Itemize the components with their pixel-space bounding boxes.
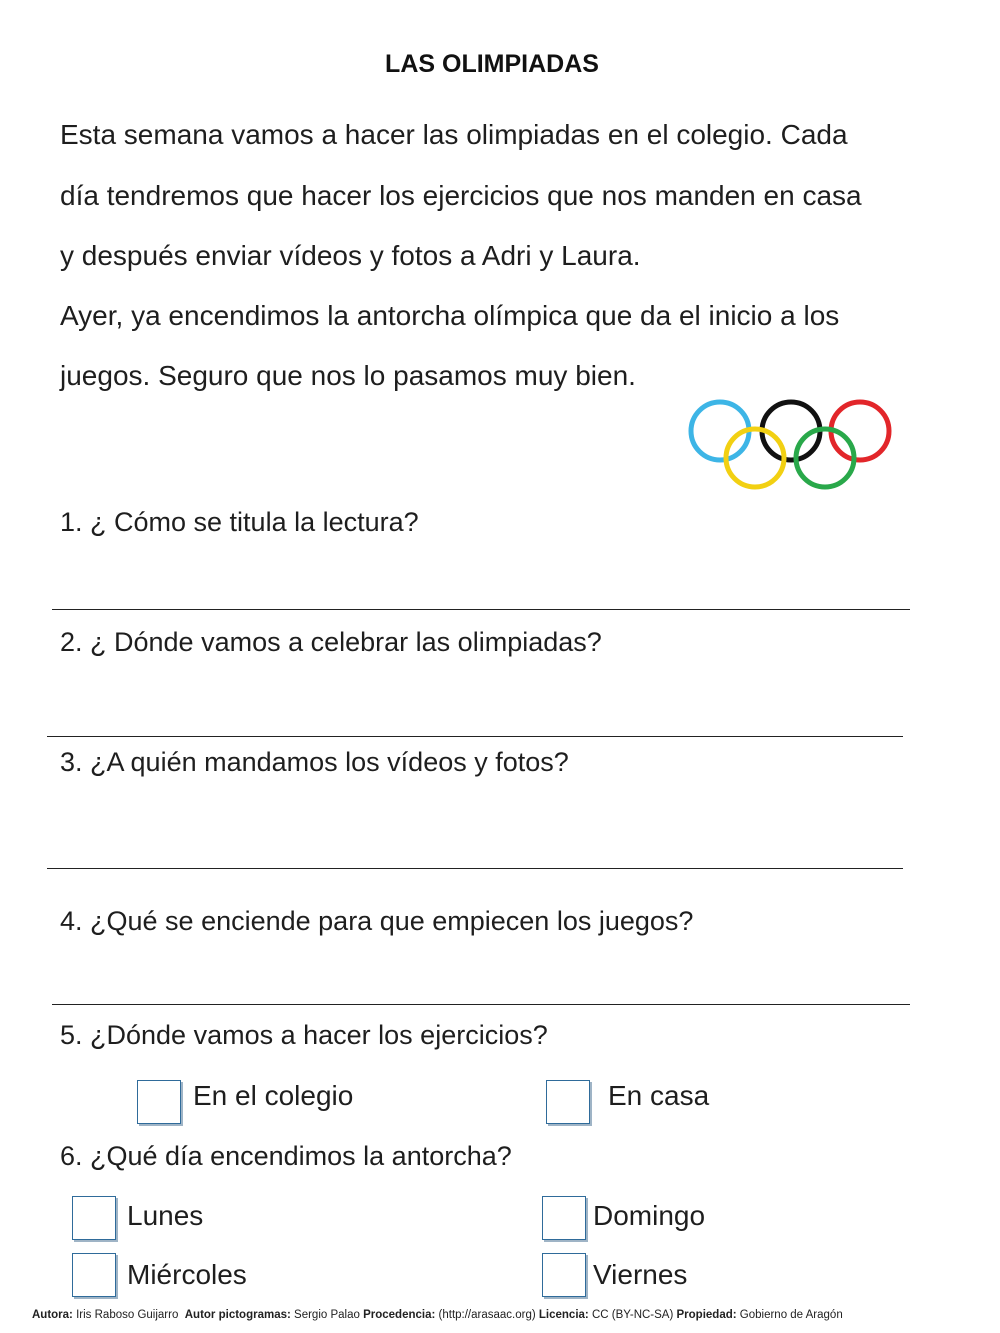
checkbox-en-casa[interactable] <box>546 1080 590 1124</box>
footer-pictogramas-value: Sergio Palao <box>294 1309 360 1321</box>
checkbox-domingo[interactable] <box>542 1196 586 1240</box>
question-4: 4. ¿Qué se enciende para que empiecen los juegos? <box>60 906 694 936</box>
footer-procedencia-label: Procedencia: <box>363 1309 436 1321</box>
paragraph-line: juegos. Seguro que nos lo pasamos muy bien. <box>60 360 636 391</box>
olympic-rings-icon <box>686 395 896 495</box>
footer-licencia-label: Licencia: <box>538 1309 589 1321</box>
option-en-casa: En casa <box>608 1080 710 1111</box>
answer-line-1[interactable] <box>52 609 910 610</box>
page-title: LAS OLIMPIADAS <box>385 50 599 78</box>
question-3: 3. ¿A quién mandamos los vídeos y fotos? <box>60 747 569 777</box>
question-5: 5. ¿Dónde vamos a hacer los ejercicios? <box>60 1020 548 1050</box>
question-1: 1. ¿ Cómo se titula la lectura? <box>60 507 419 537</box>
answer-line-3[interactable] <box>47 868 903 869</box>
paragraph-line: Ayer, ya encendimos la antorcha olímpica que da el inicio a los <box>60 300 840 331</box>
option-miercoles: Miércoles <box>127 1259 247 1290</box>
checkbox-en-el-colegio[interactable] <box>137 1080 181 1124</box>
checkbox-lunes[interactable] <box>72 1196 116 1240</box>
option-en-el-colegio: En el colegio <box>193 1080 354 1111</box>
paragraph-line: día tendremos que hacer los ejercicios que nos manden en casa <box>60 180 862 211</box>
paragraph-line: Esta semana vamos a hacer las olimpiadas en el colegio. Cada <box>60 119 848 150</box>
footer-propiedad-value: Gobierno de Aragón <box>739 1309 843 1321</box>
checkbox-miercoles[interactable] <box>72 1253 116 1297</box>
option-lunes: Lunes <box>127 1200 204 1231</box>
option-domingo: Domingo <box>593 1200 706 1231</box>
question-2: 2. ¿ Dónde vamos a celebrar las olimpiadas? <box>60 627 602 657</box>
question-6: 6. ¿Qué día encendimos la antorcha? <box>60 1141 512 1171</box>
footer-autora-value: Iris Raboso Guijarro <box>76 1309 179 1321</box>
footer-licencia-value: CC (BY-NC-SA) <box>591 1309 674 1321</box>
answer-line-4[interactable] <box>52 1004 910 1005</box>
footer-procedencia-value: (http://arasaac.org) <box>438 1309 536 1321</box>
option-viernes: Viernes <box>593 1259 688 1290</box>
answer-line-2[interactable] <box>47 736 903 737</box>
paragraph-line: y después enviar vídeos y fotos a Adri y Laura. <box>60 240 641 271</box>
checkbox-viernes[interactable] <box>542 1253 586 1297</box>
footer-pictogramas-label: Autor pictogramas: <box>184 1309 291 1321</box>
footer-autora-label: Autora: <box>32 1309 73 1321</box>
footer-propiedad-label: Propiedad: <box>676 1309 737 1321</box>
credits-footer <box>32 1309 843 1321</box>
